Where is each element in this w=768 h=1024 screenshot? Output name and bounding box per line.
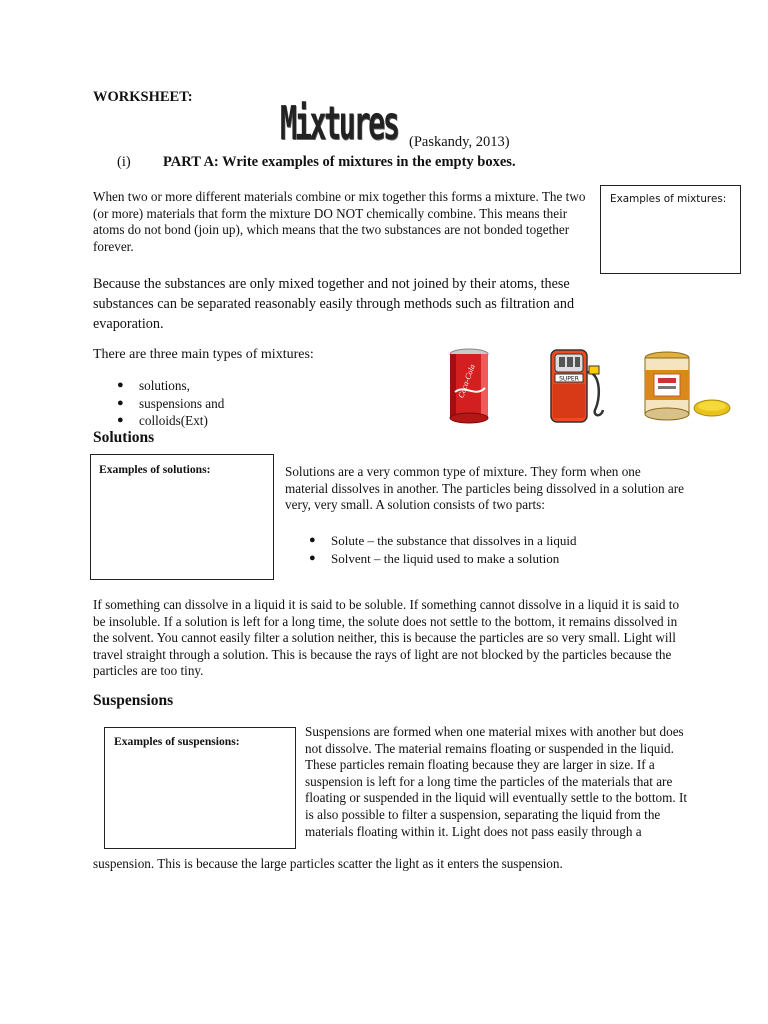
list-item: ● colloids(Ext)	[117, 413, 208, 428]
solution-parts-list	[309, 532, 577, 567]
examples-suspensions-box[interactable]	[104, 727, 296, 849]
paint-can-image	[640, 350, 732, 422]
part-a-instruction: PART A: Write examples of mixtures in the empty boxes.	[163, 154, 516, 170]
page-title: Mixtures	[280, 96, 398, 150]
types-lead: There are three main types of mixtures:	[93, 347, 314, 362]
solutions-paragraph-2: If something can dissolve in a liquid it is said to be soluble. If something cannot dissolve in a liquid it is said to be insoluble. If a solution is left for a long time, the solute does not settle to the bottom, it remains dissolved in the solvent. You cannot easily filter a solution neither, this is because the particles are so very small. Light will travel straight through a solution. This is because the rays of light are not blocked by the particles because the particles are too tiny.	[93, 597, 680, 679]
part-a-number: (i)	[117, 154, 131, 170]
examples-mixtures-box[interactable]	[600, 185, 741, 274]
list-item: ● Solute – the substance that dissolves in a liquid	[309, 533, 577, 548]
list-item: ● Solvent – the liquid used to make a solution	[309, 550, 560, 566]
intro-paragraph-2: Because the substances are only mixed together and not joined by their atoms, these substances can be separated reasonably easily through methods such as filtration and evaporation.	[93, 276, 575, 332]
types-list	[117, 377, 225, 430]
suspensions-paragraph-end: suspension. This is because the large particles scatter the light as it enters the suspension.	[93, 856, 563, 871]
citation: (Paskandy, 2013)	[409, 134, 510, 150]
soda-can-image	[445, 348, 495, 426]
solutions-heading: Solutions	[93, 429, 155, 446]
solutions-paragraph: Solutions are a very common type of mixture. They form when one material dissolves in another. The particles being dissolved in a solution are very, very small. A solution consists of two parts:	[285, 464, 684, 513]
examples-solutions-label: Examples of solutions:	[99, 463, 211, 476]
worksheet-label: WORKSHEET:	[93, 89, 193, 105]
intro-paragraph-1: When two or more different materials combine or mix together this forms a mixture. The two (or more) materials that form the mixture DO NOT chemically combine. This means their atoms do not bond (join up), which means that the two substances are not bonded together forever.	[93, 189, 586, 254]
suspensions-paragraph: Suspensions are formed when one material mixes with another but does not dissolve. The material remains floating or suspended in the liquid. These particles remain floating because they are larger in size. If a suspension is left for a long time the particles of the materials that are floating or suspended in the liquid will eventually settle to the bottom. It is also possible to filter a suspension, separating the liquid from the materials floating within it. Light does not pass easily through a	[305, 724, 688, 839]
list-item: ● suspensions and	[117, 395, 225, 411]
list-item: ● solutions,	[117, 378, 190, 393]
suspensions-heading: Suspensions	[93, 692, 174, 709]
gas-pump-image	[543, 348, 613, 424]
examples-mixtures-label: Examples of mixtures:	[610, 193, 727, 205]
pump-label-text: SUPER	[559, 375, 579, 383]
examples-suspensions-label: Examples of suspensions:	[114, 735, 240, 748]
examples-solutions-box[interactable]	[90, 454, 274, 580]
can-brand-text: Coca-Cola	[456, 363, 477, 400]
